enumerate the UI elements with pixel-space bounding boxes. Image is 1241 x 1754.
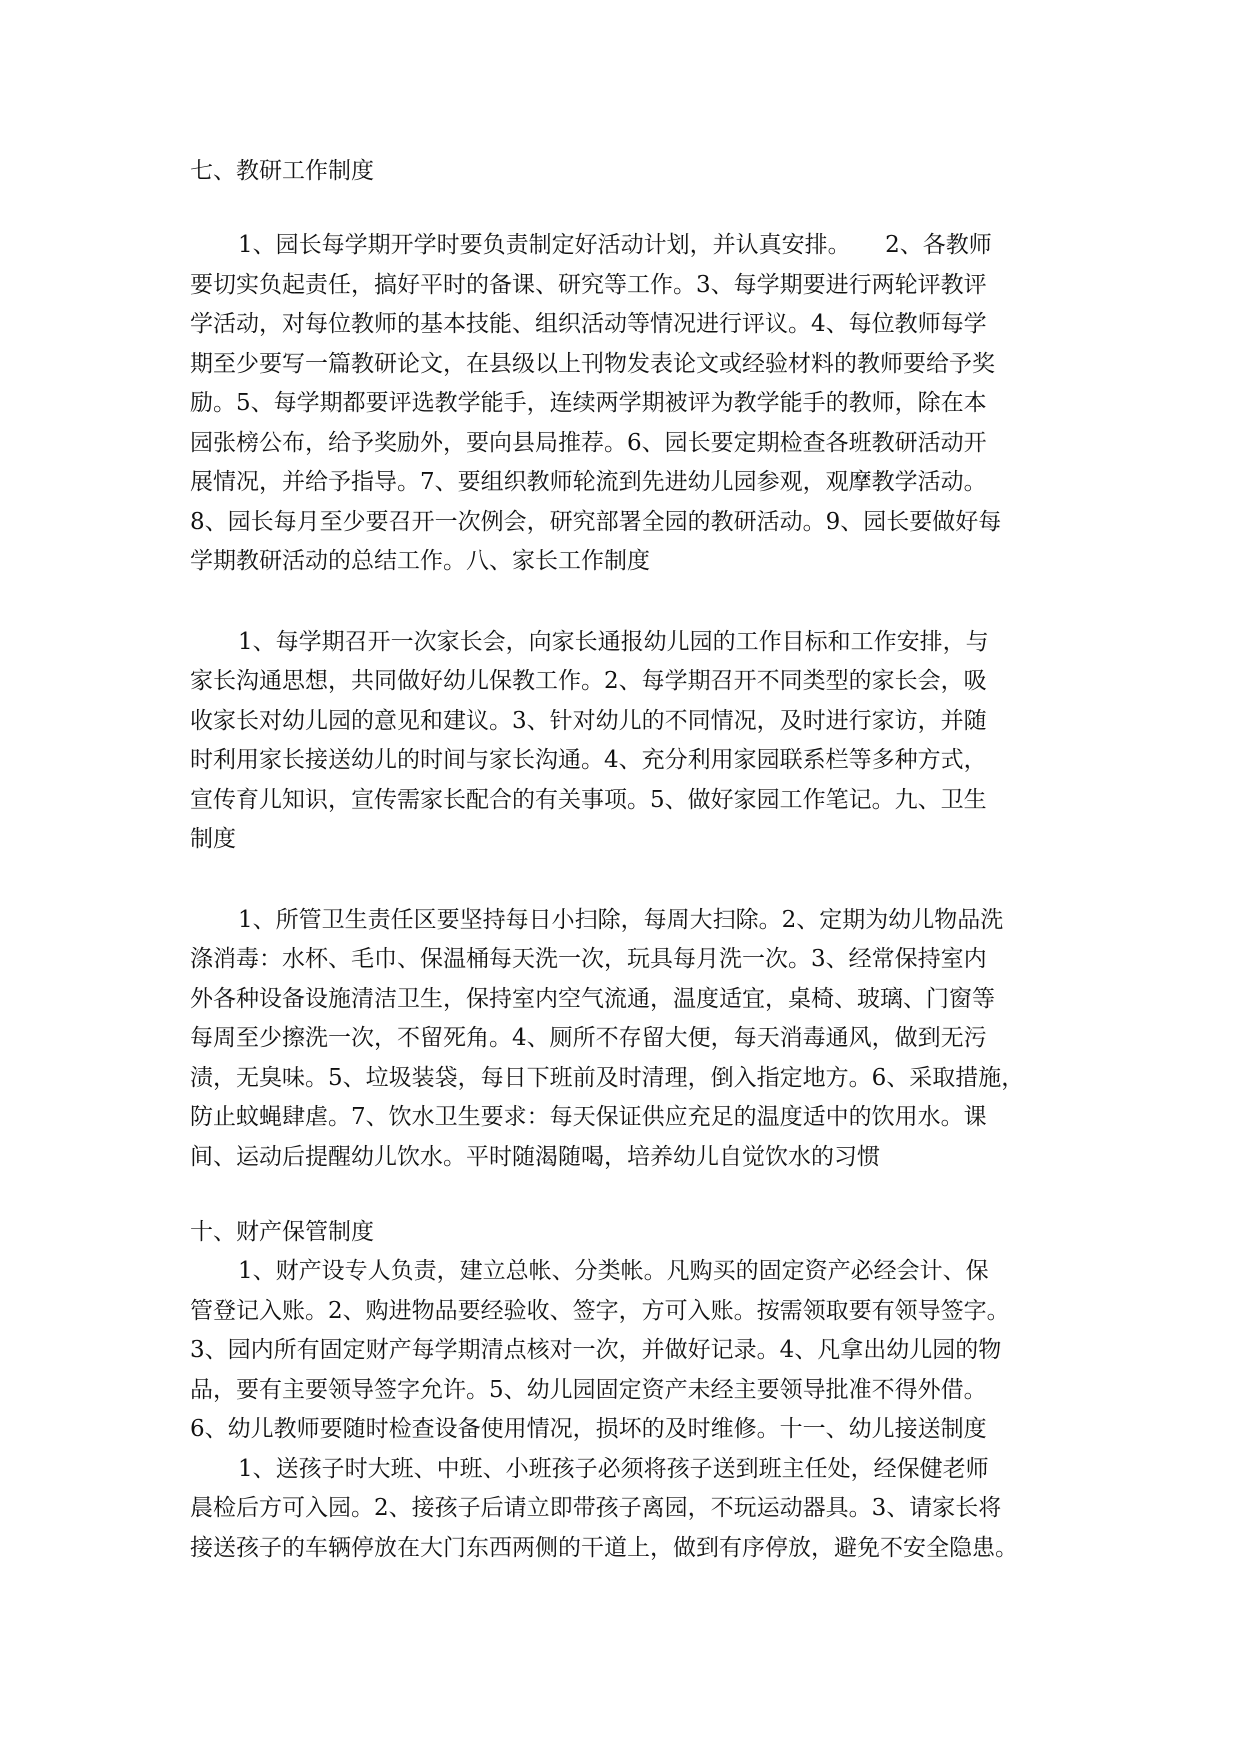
paragraph-line: 品，要有主要领导签字允许。5、幼儿园固定资产未经主要领导批准不得外借。: [190, 1377, 987, 1403]
paragraph-line: 学活动，对每位教师的基本技能、组织活动等情况进行评议。4、每位教师每学: [190, 311, 987, 337]
paragraph-line: 收家长对幼儿园的意见和建议。3、针对幼儿的不同情况，及时进行家访，并随: [190, 708, 987, 734]
paragraph-line: 晨检后方可入园。2、接孩子后请立即带孩子离园，不玩运动器具。3、请家长将: [190, 1495, 1002, 1521]
paragraph-line: 每周至少擦洗一次，不留死角。4、厕所不存留大便，每天消毒通风，做到无污: [190, 1025, 987, 1051]
paragraph-line: 管登记入账。2、购进物品要经验收、签字，方可入账。按需领取要有领导签字。: [190, 1298, 1010, 1324]
paragraph-line: 3、园内所有固定财产每学期清点核对一次，并做好记录。4、凡拿出幼儿园的物: [190, 1337, 1002, 1363]
paragraph-line: 1、每学期召开一次家长会，向家长通报幼儿园的工作目标和工作安排，与: [238, 629, 989, 655]
paragraph-line: 时利用家长接送幼儿的时间与家长沟通。4、充分利用家园联系栏等多种方式，: [190, 747, 987, 773]
paragraph-line: 接送孩子的车辆停放在大门东西两侧的干道上，做到有序停放，避免不安全隐患。: [190, 1535, 1018, 1561]
paragraph-line: 制度: [190, 826, 236, 852]
paragraph-line: 涤消毒：水杯、毛巾、保温桶每天洗一次，玩具每月洗一次。3、经常保持室内: [190, 946, 987, 972]
paragraph-line: 励。5、每学期都要评选教学能手，连续两学期被评为教学能手的教师，除在本: [190, 390, 987, 416]
paragraph-line: 8、园长每月至少要召开一次例会，研究部署全园的教研活动。9、园长要做好每: [190, 509, 1002, 535]
paragraph-line: 防止蚊蝇肆虐。7、饮水卫生要求：每天保证供应充足的温度适中的饮用水。课: [190, 1104, 987, 1130]
paragraph-line: 园张榜公布，给予奖励外，要向县局推荐。6、园长要定期检查各班教研活动开: [190, 430, 987, 456]
paragraph-line: 外各种设备设施清洁卫生，保持室内空气流通，温度适宜，桌椅、玻璃、门窗等: [190, 986, 995, 1012]
paragraph-line: 渍，无臭味。5、垃圾装袋，每日下班前及时清理，倒入指定地方。6、采取措施，: [190, 1065, 1025, 1091]
paragraph-line: 学期教研活动的总结工作。八、家长工作制度: [190, 548, 650, 574]
paragraph-line: 间、运动后提醒幼儿饮水。平时随渴随喝，培养幼儿自觉饮水的习惯: [190, 1144, 880, 1170]
paragraph-line: 6、幼儿教师要随时检查设备使用情况，损坏的及时维修。十一、幼儿接送制度: [190, 1416, 987, 1442]
paragraph-line: 期至少要写一篇教研论文，在县级以上刊物发表论文或经验材料的教师要给予奖: [190, 351, 995, 377]
paragraph-line: 1、所管卫生责任区要坚持每日小扫除，每周大扫除。2、定期为幼儿物品洗: [238, 907, 1004, 933]
paragraph-line: 1、园长每学期开学时要负责制定好活动计划，并认真安排。 2、各教师: [238, 232, 992, 258]
paragraph-line: 1、送孩子时大班、中班、小班孩子必须将孩子送到班主任处，经保健老师: [238, 1456, 989, 1482]
section-heading: 七、教研工作制度: [190, 158, 374, 184]
paragraph-line: 家长沟通思想，共同做好幼儿保教工作。2、每学期召开不同类型的家长会，吸: [190, 668, 987, 694]
paragraph-line: 要切实负起责任，搞好平时的备课、研究等工作。3、每学期要进行两轮评教评: [190, 272, 987, 298]
paragraph-line: 展情况，并给予指导。7、要组织教师轮流到先进幼儿园参观，观摩教学活动。: [190, 469, 987, 495]
paragraph-line: 宣传育儿知识，宣传需家长配合的有关事项。5、做好家园工作笔记。九、卫生: [190, 787, 987, 813]
section-heading: 十、财产保管制度: [190, 1219, 374, 1245]
paragraph-line: 1、财产设专人负责，建立总帐、分类帐。凡购买的固定资产必经会计、保: [238, 1258, 989, 1284]
